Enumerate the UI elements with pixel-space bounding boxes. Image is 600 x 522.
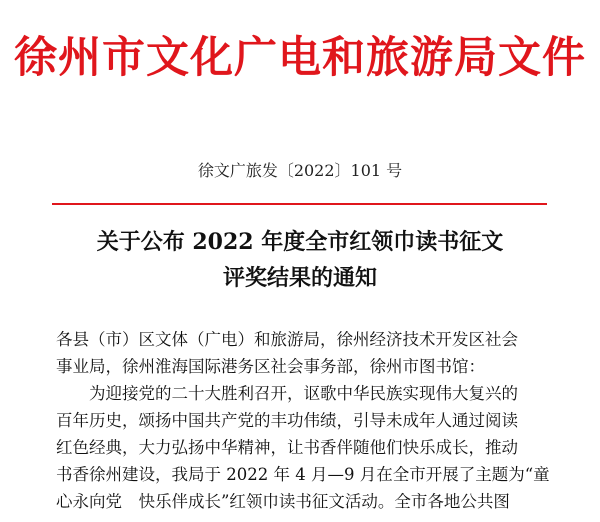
issuer-heading: 徐州市文化广电和旅游局文件 bbox=[14, 33, 586, 83]
paragraph-line-4: 书香徐州建设，我局于 2022 年 4 月—9 月在全市开展了主题为“童 bbox=[56, 465, 550, 484]
paragraph-line-2: 百年历史，颂扬中国共产党的丰功伟绩，引导未成年人通过阅读 bbox=[56, 411, 518, 430]
paragraph-line-5: 心永向党 快乐伴成长”红领巾读书征文活动。全市各地公共图 bbox=[56, 492, 510, 511]
addressee-line-2: 事业局，徐州淮海国际港务区社会事务部，徐州市图书馆： bbox=[56, 357, 485, 376]
addressee-line-1: 各县（市）区文体（广电）和旅游局，徐州经济技术开发区社会 bbox=[56, 330, 518, 349]
document-body bbox=[56, 326, 556, 515]
title-line-1: 关于公布 2022 年度全市红领巾读书征文 bbox=[96, 229, 504, 255]
paragraph-line-1: 为迎接党的二十大胜利召开，讴歌中华民族实现伟大复兴的 bbox=[89, 384, 518, 403]
red-divider-line bbox=[52, 203, 547, 205]
document-title bbox=[0, 224, 600, 296]
title-line-2: 评奖结果的通知 bbox=[222, 265, 377, 291]
paragraph-line-3: 红色经典，大力弘扬中华精神，让书香伴随他们快乐成长，推动 bbox=[56, 438, 518, 457]
document-number: 徐文广旅发〔2022〕101 号 bbox=[197, 161, 403, 180]
